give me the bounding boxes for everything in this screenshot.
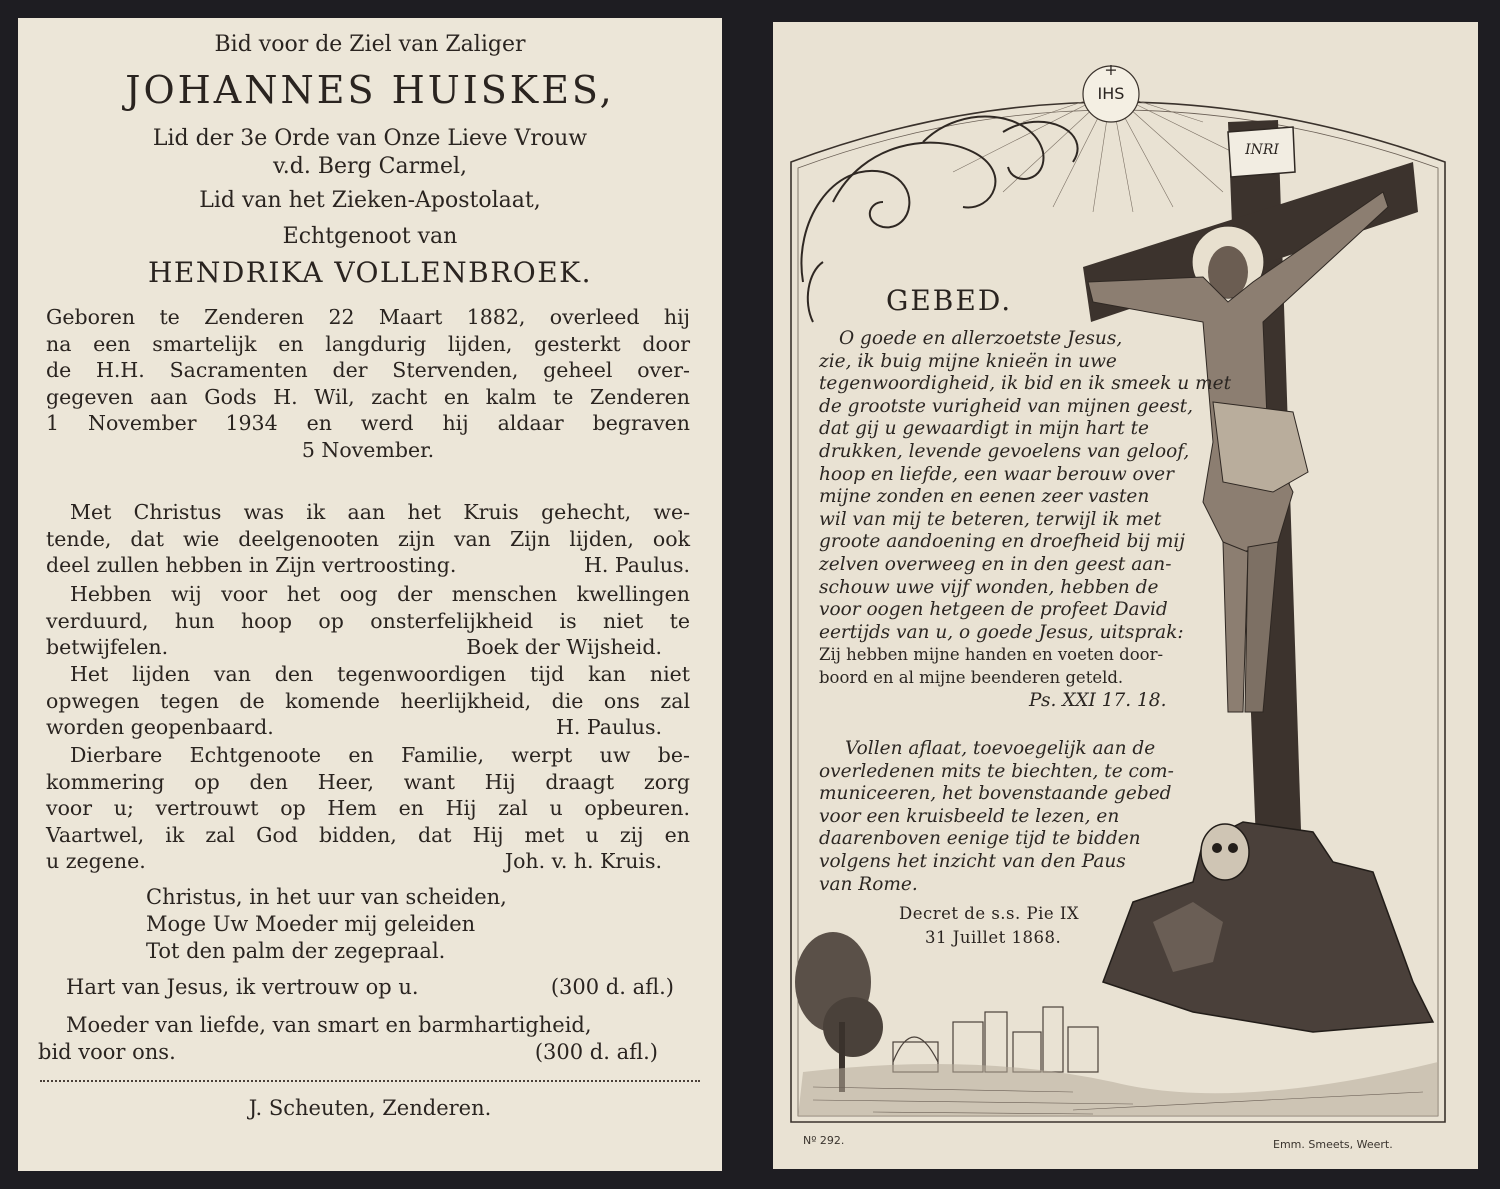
- deceased-name: JOHANNES HUISKES,: [125, 68, 615, 112]
- quote-line: verduurd, hun hoop op onsterfelijkheid is niet te: [46, 608, 690, 633]
- dotted-divider: [40, 1080, 700, 1082]
- quote-line: u zegene.: [46, 849, 146, 873]
- prayer-2: [38, 1012, 682, 1065]
- quote-source: Joh. v. h. Kruis.: [504, 849, 662, 873]
- prayer-text: Hart van Jesus, ik vertrouw op u.: [66, 975, 419, 999]
- poem: [146, 884, 507, 965]
- decree-line-1: Decret de s.s. Pie IX: [899, 904, 1080, 923]
- prayer-line: mijne zonden en eenen zeer vasten: [819, 486, 1150, 508]
- indulgence-line: overledenen mits te biechten, te com-: [819, 760, 1174, 782]
- publisher: Emm. Smeets, Weert.: [1273, 1138, 1393, 1151]
- poem-line: Christus, in het uur van scheiden,: [146, 885, 507, 909]
- prayer-line: zie, ik buig mijne knieën in uwe: [819, 350, 1117, 372]
- title-line-1: Lid der 3e Orde van Onze Lieve Vrouw: [152, 126, 588, 151]
- quote-line: worden geopenbaard.: [46, 715, 274, 739]
- printer: J. Scheuten, Zenderen.: [248, 1096, 492, 1120]
- decree-line-2: 31 Juillet 1868.: [925, 928, 1062, 947]
- prayer-line: voor oogen hetgeen de profeet David: [819, 599, 1168, 621]
- quote-kruis: [46, 742, 690, 875]
- prayer-body: [819, 328, 1231, 712]
- quote-wijsheid: [46, 581, 690, 661]
- spouse-name: HENDRIKA VOLLENBROEK.: [147, 256, 593, 289]
- prayer-line: Zij hebben mijne handen en voeten door-: [819, 645, 1164, 665]
- indulgence-line: municeeren, het bovenstaande gebed: [819, 783, 1172, 805]
- bio-line: de H.H. Sacramenten der Stervenden, geheel over-: [46, 358, 690, 382]
- indulgence: (300 d. afl.): [550, 975, 674, 999]
- prayer-heading: GEBED.: [886, 284, 1013, 317]
- poem-line: Tot den palm der zegepraal.: [146, 939, 446, 963]
- indulgence-line: daarenboven eenige tijd te bidden: [819, 828, 1141, 850]
- quote-line: Het lijden van den tegenwoordigen tijd kan niet: [70, 662, 690, 686]
- poem-line: Moge Uw Moeder mij geleiden: [146, 912, 476, 936]
- title-line-2: v.d. Berg Carmel,: [272, 154, 468, 179]
- card-number: Nº 292.: [803, 1134, 845, 1147]
- memorial-card-text: [18, 18, 722, 1171]
- quote-line: deel zullen hebben in Zijn vertroosting.: [46, 553, 457, 577]
- prayer-line: zelven overweeg en in den geest aan-: [819, 553, 1172, 575]
- intro-line: Bid voor de Ziel van Zaliger: [214, 32, 526, 57]
- quote-line: Met Christus was ik aan het Kruis gehecht, we-: [70, 500, 690, 524]
- quote-line: Dierbare Echtgenoote en Familie, werpt uw be-: [70, 743, 690, 767]
- indulgence-line: volgens het inzicht van den Paus: [819, 850, 1126, 872]
- indulgence-line: voor een kruisbeeld te lezen, en: [819, 805, 1120, 827]
- title-line-4: Echtgenoot van: [282, 224, 458, 249]
- prayer-card: [773, 22, 1478, 1169]
- ihs-monogram: IHS: [1097, 84, 1125, 103]
- prayer-line: eertijds van u, o goede Jesus, uitsprak:: [819, 621, 1184, 643]
- quote-source: H. Paulus.: [555, 715, 662, 739]
- quote-line: Hebben wij voor het oog der menschen kwellingen: [70, 582, 690, 606]
- bio-line: 5 November.: [301, 437, 435, 462]
- quote-line: Vaartwel, ik zal God bidden, dat Hij met u zij en: [46, 822, 690, 847]
- prayer-line: de grootste vurigheid van mijnen geest,: [819, 395, 1193, 417]
- indulgence-note: [819, 738, 1174, 896]
- quote-source: H. Paulus.: [583, 553, 690, 577]
- prayer-line: drukken, levende gevoelens van geloof,: [819, 440, 1190, 462]
- inri-plaque: INRI: [1245, 142, 1279, 158]
- prayer-line: dat gij u gewaardigt in mijn hart te: [819, 418, 1149, 440]
- skull: [1201, 824, 1249, 880]
- bio-line: na een smartelijk en langdurig lijden, gesterkt door: [46, 331, 690, 356]
- biography: [46, 304, 690, 463]
- prayer-line: wil van mij te beteren, terwijl ik met: [819, 508, 1162, 530]
- prayer-text: Moeder van liefde, van smart en barmhartigheid,: [66, 1013, 592, 1037]
- quote-paulus-1: [46, 499, 690, 579]
- prayer-line: hoop en liefde, een waar berouw over: [819, 463, 1174, 485]
- indulgence-line: Vollen aflaat, toevoegelijk aan de: [845, 738, 1156, 759]
- prayer-line: O goede en allerzoetste Jesus,: [839, 328, 1123, 349]
- prayer-text: bid voor ons.: [38, 1039, 176, 1064]
- bio-line: gegeven aan Gods H. Wil, zacht en kalm te Zenderen: [46, 384, 690, 409]
- jerusalem-skyline: [893, 1007, 1098, 1072]
- prayer-line: groote aandoening en droefheid bij mij: [819, 531, 1186, 553]
- title-line-3: Lid van het Zieken-Apostolaat,: [199, 188, 541, 213]
- quote-line: opwegen tegen de komende heerlijkheid, die ons zal: [46, 688, 690, 713]
- bio-line: Geboren te Zenderen 22 Maart 1882, overleed hij: [46, 305, 690, 329]
- psalm-reference: Ps. XXI 17. 18.: [1029, 689, 1167, 711]
- bio-line: 1 November 1934 en werd hij aldaar begraven: [46, 411, 690, 435]
- quote-paulus-2: [46, 661, 690, 741]
- prayer-line: boord en al mijne beenderen geteld.: [819, 667, 1124, 687]
- prayer-1: [46, 974, 690, 1001]
- cross-mark: +: [1104, 60, 1118, 79]
- quote-line: betwijfelen.: [46, 635, 169, 659]
- quote-line: tende, dat wie deelgenooten zijn van Zijn lijden, ook: [46, 526, 690, 551]
- quote-line: voor u; vertrouwt op Hem en Hij zal u opbeuren.: [46, 796, 690, 820]
- prayer-line: tegenwoordigheid, ik bid en ik smeek u met: [819, 373, 1232, 395]
- prayer-line: schouw uwe vijf wonden, hebben de: [819, 576, 1159, 598]
- quote-line: kommering op den Heer, want Hij draagt zorg: [46, 769, 690, 794]
- indulgence-line: van Rome.: [819, 873, 918, 895]
- quote-source: Boek der Wijsheid.: [466, 635, 662, 659]
- indulgence: (300 d. afl.): [534, 1039, 658, 1064]
